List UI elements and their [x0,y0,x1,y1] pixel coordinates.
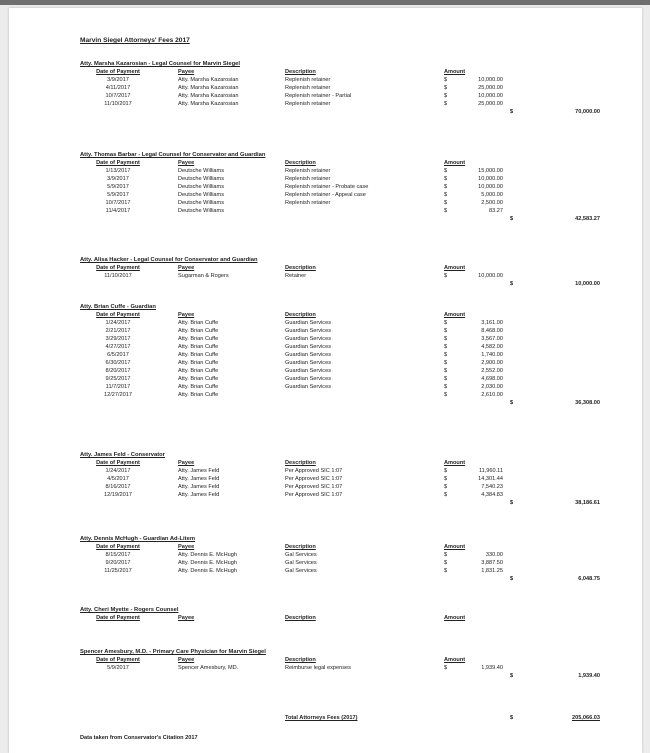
column-header-row [80,656,620,664]
cell-dollar: $ [444,392,448,398]
cell-amount: 14,301.44 [478,476,503,482]
cell-amount: 4,582.00 [481,344,503,350]
cell-payee: Atty. James Feld [178,468,220,474]
cell-amount: 1,740.00 [481,352,503,358]
cell-description: Replenish retainer [285,85,331,91]
table-row [80,272,620,280]
cell-date: 5/9/2017 [107,665,129,671]
table-row [80,327,620,335]
cell-dollar: $ [444,192,448,198]
column-header-date: Date of Payment [96,657,140,663]
cell-amount: 83.27 [489,208,503,214]
cell-payee: Atty. Dennis E. McHugh [178,568,237,574]
section-title: Atty. Marsha Kazarosian - Legal Counsel for Marvin Siegel [80,61,240,67]
cell-dollar: $ [444,320,448,326]
column-header-payee: Payee [178,460,195,466]
cell-dollar: $ [444,328,448,334]
column-header-description: Description [285,265,316,271]
cell-dollar: $ [444,360,448,366]
cell-amount: 2,610.00 [481,392,503,398]
section-title: Atty. Dennis McHugh - Guardian Ad-Litem [80,536,195,542]
cell-dollar: $ [444,273,448,279]
cell-date: 3/9/2017 [107,77,129,83]
section-total-row [80,108,620,118]
cell-date: 8/20/2017 [105,368,131,374]
section-total-dollar: $ [510,281,514,287]
cell-dollar: $ [444,168,448,174]
table-row [80,76,620,84]
cell-amount: 2,030.00 [481,384,503,390]
cell-date: 10/7/2017 [105,93,131,99]
cell-description: Per Approved SIC 1:07 [285,484,343,490]
column-header-description: Description [285,460,316,466]
cell-amount: 3,887.50 [481,560,503,566]
table-row [80,375,620,383]
cell-payee: Atty. Brian Cuffe [178,384,219,390]
cell-amount: 3,161.00 [481,320,503,326]
cell-date: 11/10/2017 [104,273,132,279]
section-total-dollar: $ [510,109,514,115]
cell-dollar: $ [444,176,448,182]
cell-date: 11/4/2017 [105,208,131,214]
fee-section [80,648,620,682]
cell-payee: Atty. Dennis E. McHugh [178,560,237,566]
column-header-description: Description [285,615,316,621]
cell-payee: Deutsche Williams [178,200,225,206]
cell-amount: 330.00 [485,552,503,558]
table-row [80,559,620,567]
cell-date: 4/11/2017 [105,85,131,91]
cell-description: Guardian Services [285,376,332,382]
fee-section [80,256,620,290]
column-header-payee: Payee [178,615,195,621]
cell-amount: 10,000.00 [478,77,503,83]
fee-section [80,451,620,509]
cell-payee: Atty. Brian Cuffe [178,360,219,366]
cell-description: Guardian Services [285,344,332,350]
column-header-amount: Amount [444,544,466,550]
column-header-description: Description [285,544,316,550]
table-row [80,359,620,367]
cell-date: 4/27/2017 [105,344,131,350]
cell-payee: Sugarman & Rogers [178,273,229,279]
cell-dollar: $ [444,85,448,91]
section-total-amount: 70,000.00 [575,109,600,115]
cell-dollar: $ [444,476,448,482]
cell-amount: 7,540.23 [481,484,503,490]
cell-payee: Atty. Dennis E. McHugh [178,552,237,558]
cell-dollar: $ [444,208,448,214]
cell-date: 1/13/2017 [105,168,131,174]
cell-payee: Atty. Brian Cuffe [178,320,219,326]
column-header-date: Date of Payment [96,312,140,318]
cell-amount: 3,567.00 [481,336,503,342]
table-row [80,343,620,351]
cell-payee: Atty. James Feld [178,476,220,482]
cell-amount: 10,000.00 [478,273,503,279]
cell-date: 10/7/2017 [105,200,131,206]
column-header-payee: Payee [178,265,195,271]
cell-date: 9/25/2017 [105,376,131,382]
cell-date: 11/25/2017 [104,568,132,574]
column-header-payee: Payee [178,160,195,166]
cell-description: Guardian Services [285,336,332,342]
cell-dollar: $ [444,77,448,83]
column-header-amount: Amount [444,312,466,318]
table-row [80,491,620,499]
section-total-amount: 42,583.27 [575,216,600,222]
column-header-amount: Amount [444,615,466,621]
section-total-row [80,399,620,409]
cell-amount: 15,000.00 [478,168,503,174]
cell-payee: Deutsche Williams [178,184,225,190]
cell-amount: 10,000.00 [478,176,503,182]
cell-date: 1/24/2017 [105,320,131,326]
cell-payee: Atty. Marsha Kazarosian [178,85,239,91]
column-header-date: Date of Payment [96,160,140,166]
cell-dollar: $ [444,384,448,390]
table-row [80,383,620,391]
fee-section [80,60,620,118]
cell-payee: Spencer Amesbury, MD. [178,665,239,671]
table-row [80,483,620,491]
cell-amount: 25,000.00 [478,85,503,91]
section-title: Atty. James Feld - Conservator [80,452,165,458]
column-header-amount: Amount [444,460,466,466]
table-row [80,167,620,175]
section-total-dollar: $ [510,500,514,506]
cell-dollar: $ [444,484,448,490]
cell-description: Guardian Services [285,352,332,358]
section-total-dollar: $ [510,400,514,406]
cell-amount: 25,000.00 [478,101,503,107]
cell-date: 6/30/2017 [105,360,131,366]
section-total-amount: 10,000.00 [575,281,600,287]
section-title: Atty. Cheri Myette - Rogers Counsel [80,607,179,613]
cell-description: Per Approved SIC 1:07 [285,492,343,498]
cell-date: 8/16/2017 [105,484,131,490]
cell-dollar: $ [444,200,448,206]
table-row [80,664,620,672]
document-title: Marvin Siegel Attorneys' Fees 2017 [80,37,190,44]
table-row [80,92,620,100]
cell-date: 2/21/2017 [105,328,131,334]
cell-description: Per Approved SIC 1:07 [285,468,343,474]
fee-section [80,535,620,585]
section-total-dollar: $ [510,576,514,582]
cell-date: 3/9/2017 [107,176,129,182]
section-title: Atty. Thomas Barbar - Legal Counsel for Conservator and Guardian [80,152,266,158]
column-header-payee: Payee [178,657,195,663]
column-header-row [80,159,620,167]
grand-total-amount: 205,066.03 [572,715,600,721]
cell-description: Reimburse legal expenses [285,665,351,671]
cell-dollar: $ [444,344,448,350]
section-total-amount: 1,939.40 [578,673,600,679]
cell-dollar: $ [444,352,448,358]
table-row [80,335,620,343]
column-header-date: Date of Payment [96,69,140,75]
cell-description: Guardian Services [285,368,332,374]
column-header-date: Date of Payment [96,544,140,550]
cell-dollar: $ [444,492,448,498]
grand-total-label: Total Attorneys Fees (2017) [285,715,358,721]
footnote: Data taken from Conservator's Citation 2017 [80,735,198,741]
cell-date: 12/19/2017 [104,492,132,498]
table-row [80,319,620,327]
cell-date: 5/9/2017 [107,192,129,198]
section-total-row [80,215,620,225]
cell-date: 4/5/2017 [107,476,129,482]
cell-payee: Atty. James Feld [178,484,220,490]
cell-payee: Atty. Marsha Kazarosian [178,77,239,83]
cell-amount: 11,960.11 [478,468,503,474]
cell-dollar: $ [444,560,448,566]
cell-amount: 8,468.00 [481,328,503,334]
window-top-bar [0,0,650,5]
column-header-payee: Payee [178,544,195,550]
column-header-date: Date of Payment [96,615,140,621]
cell-date: 5/9/2017 [107,184,129,190]
cell-description: Retainer [285,273,307,279]
cell-amount: 1,939.40 [481,665,503,671]
cell-description: Per Approved SIC 1:07 [285,476,343,482]
grand-total-row [80,715,620,725]
table-row [80,367,620,375]
cell-description: Replenish retainer - Appeal case [285,192,366,198]
table-row [80,100,620,108]
cell-amount: 2,500.00 [481,200,503,206]
cell-payee: Deutsche Williams [178,168,225,174]
table-row [80,175,620,183]
cell-payee: Atty. Brian Cuffe [178,328,219,334]
table-row [80,191,620,199]
cell-description: Replenish retainer [285,168,331,174]
fee-section [80,151,620,225]
cell-payee: Atty. James Feld [178,492,220,498]
section-total-row [80,672,620,682]
cell-dollar: $ [444,568,448,574]
cell-dollar: $ [444,93,448,99]
cell-dollar: $ [444,376,448,382]
cell-amount: 4,384.83 [481,492,503,498]
column-header-row [80,311,620,319]
cell-description: Guardian Services [285,320,332,326]
cell-payee: Atty. Brian Cuffe [178,352,219,358]
table-row [80,391,620,399]
fee-section [80,606,620,622]
cell-amount: 2,900.00 [481,360,503,366]
table-row [80,351,620,359]
cell-date: 3/29/2017 [105,336,131,342]
section-total-row [80,499,620,509]
column-header-description: Description [285,657,316,663]
cell-dollar: $ [444,336,448,342]
table-row [80,199,620,207]
column-header-payee: Payee [178,69,195,75]
cell-date: 11/10/2017 [104,101,132,107]
cell-dollar: $ [444,101,448,107]
cell-description: Replenish retainer [285,101,331,107]
cell-date: 11/7/2017 [105,384,131,390]
column-header-row [80,459,620,467]
cell-description: Guardian Services [285,328,332,334]
column-header-amount: Amount [444,69,466,75]
column-header-amount: Amount [444,265,466,271]
column-header-payee: Payee [178,312,195,318]
table-row [80,467,620,475]
cell-payee: Atty. Brian Cuffe [178,336,219,342]
cell-amount: 10,000.00 [478,93,503,99]
table-row [80,84,620,92]
cell-description: Replenish retainer [285,77,331,83]
cell-payee: Atty. Marsha Kazarosian [178,93,239,99]
cell-description: Guardian Services [285,384,332,390]
column-header-row [80,543,620,551]
cell-description: Replenish retainer [285,200,331,206]
table-row [80,567,620,575]
cell-payee: Atty. Brian Cuffe [178,368,219,374]
grand-total-dollar: $ [510,715,514,721]
cell-date: 12/27/2017 [104,392,132,398]
section-total-row [80,575,620,585]
cell-payee: Deutsche Williams [178,208,225,214]
column-header-row [80,264,620,272]
table-row [80,207,620,215]
cell-description: Replenish retainer [285,176,331,182]
cell-description: Gal Services [285,552,317,558]
column-header-row [80,614,620,622]
cell-description: Guardian Services [285,360,332,366]
column-header-description: Description [285,69,316,75]
cell-dollar: $ [444,552,448,558]
cell-payee: Atty. Marsha Kazarosian [178,101,239,107]
cell-amount: 2,552.00 [481,368,503,374]
cell-amount: 5,000.00 [481,192,503,198]
cell-date: 9/20/2017 [105,560,131,566]
section-total-dollar: $ [510,216,514,222]
cell-dollar: $ [444,665,448,671]
section-total-amount: 36,308.00 [575,400,600,406]
column-header-row [80,68,620,76]
column-header-date: Date of Payment [96,265,140,271]
column-header-description: Description [285,312,316,318]
section-title: Spencer Amesbury, M.D. - Primary Care Physician for Marvin Siegel [80,649,266,655]
section-total-amount: 6,048.75 [578,576,600,582]
cell-payee: Deutsche Williams [178,176,225,182]
column-header-description: Description [285,160,316,166]
cell-payee: Atty. Brian Cuffe [178,376,219,382]
cell-description: Replenish retainer - Probate case [285,184,369,190]
section-total-amount: 38,186.61 [575,500,600,506]
cell-dollar: $ [444,184,448,190]
cell-payee: Deutsche Williams [178,192,225,198]
cell-payee: Atty. Brian Cuffe [178,392,219,398]
table-row [80,183,620,191]
cell-description: Replenish retainer - Partial [285,93,352,99]
cell-amount: 1,831.25 [481,568,503,574]
cell-description: Gal Services [285,560,317,566]
section-total-dollar: $ [510,673,514,679]
cell-payee: Atty. Brian Cuffe [178,344,219,350]
cell-dollar: $ [444,468,448,474]
section-title: Atty. Alisa Hacker - Legal Counsel for Conservator and Guardian [80,257,258,263]
column-header-amount: Amount [444,657,466,663]
table-row [80,475,620,483]
cell-amount: 10,000.00 [478,184,503,190]
section-total-row [80,280,620,290]
column-header-amount: Amount [444,160,466,166]
cell-dollar: $ [444,368,448,374]
cell-date: 1/24/2017 [105,468,131,474]
fee-section [80,303,620,409]
section-title: Atty. Brian Cuffe - Guardian [80,304,156,310]
table-row [80,551,620,559]
cell-date: 6/5/2017 [107,352,129,358]
column-header-date: Date of Payment [96,460,140,466]
cell-amount: 4,698.00 [481,376,503,382]
cell-date: 8/15/2017 [105,552,131,558]
cell-description: Gal Services [285,568,317,574]
